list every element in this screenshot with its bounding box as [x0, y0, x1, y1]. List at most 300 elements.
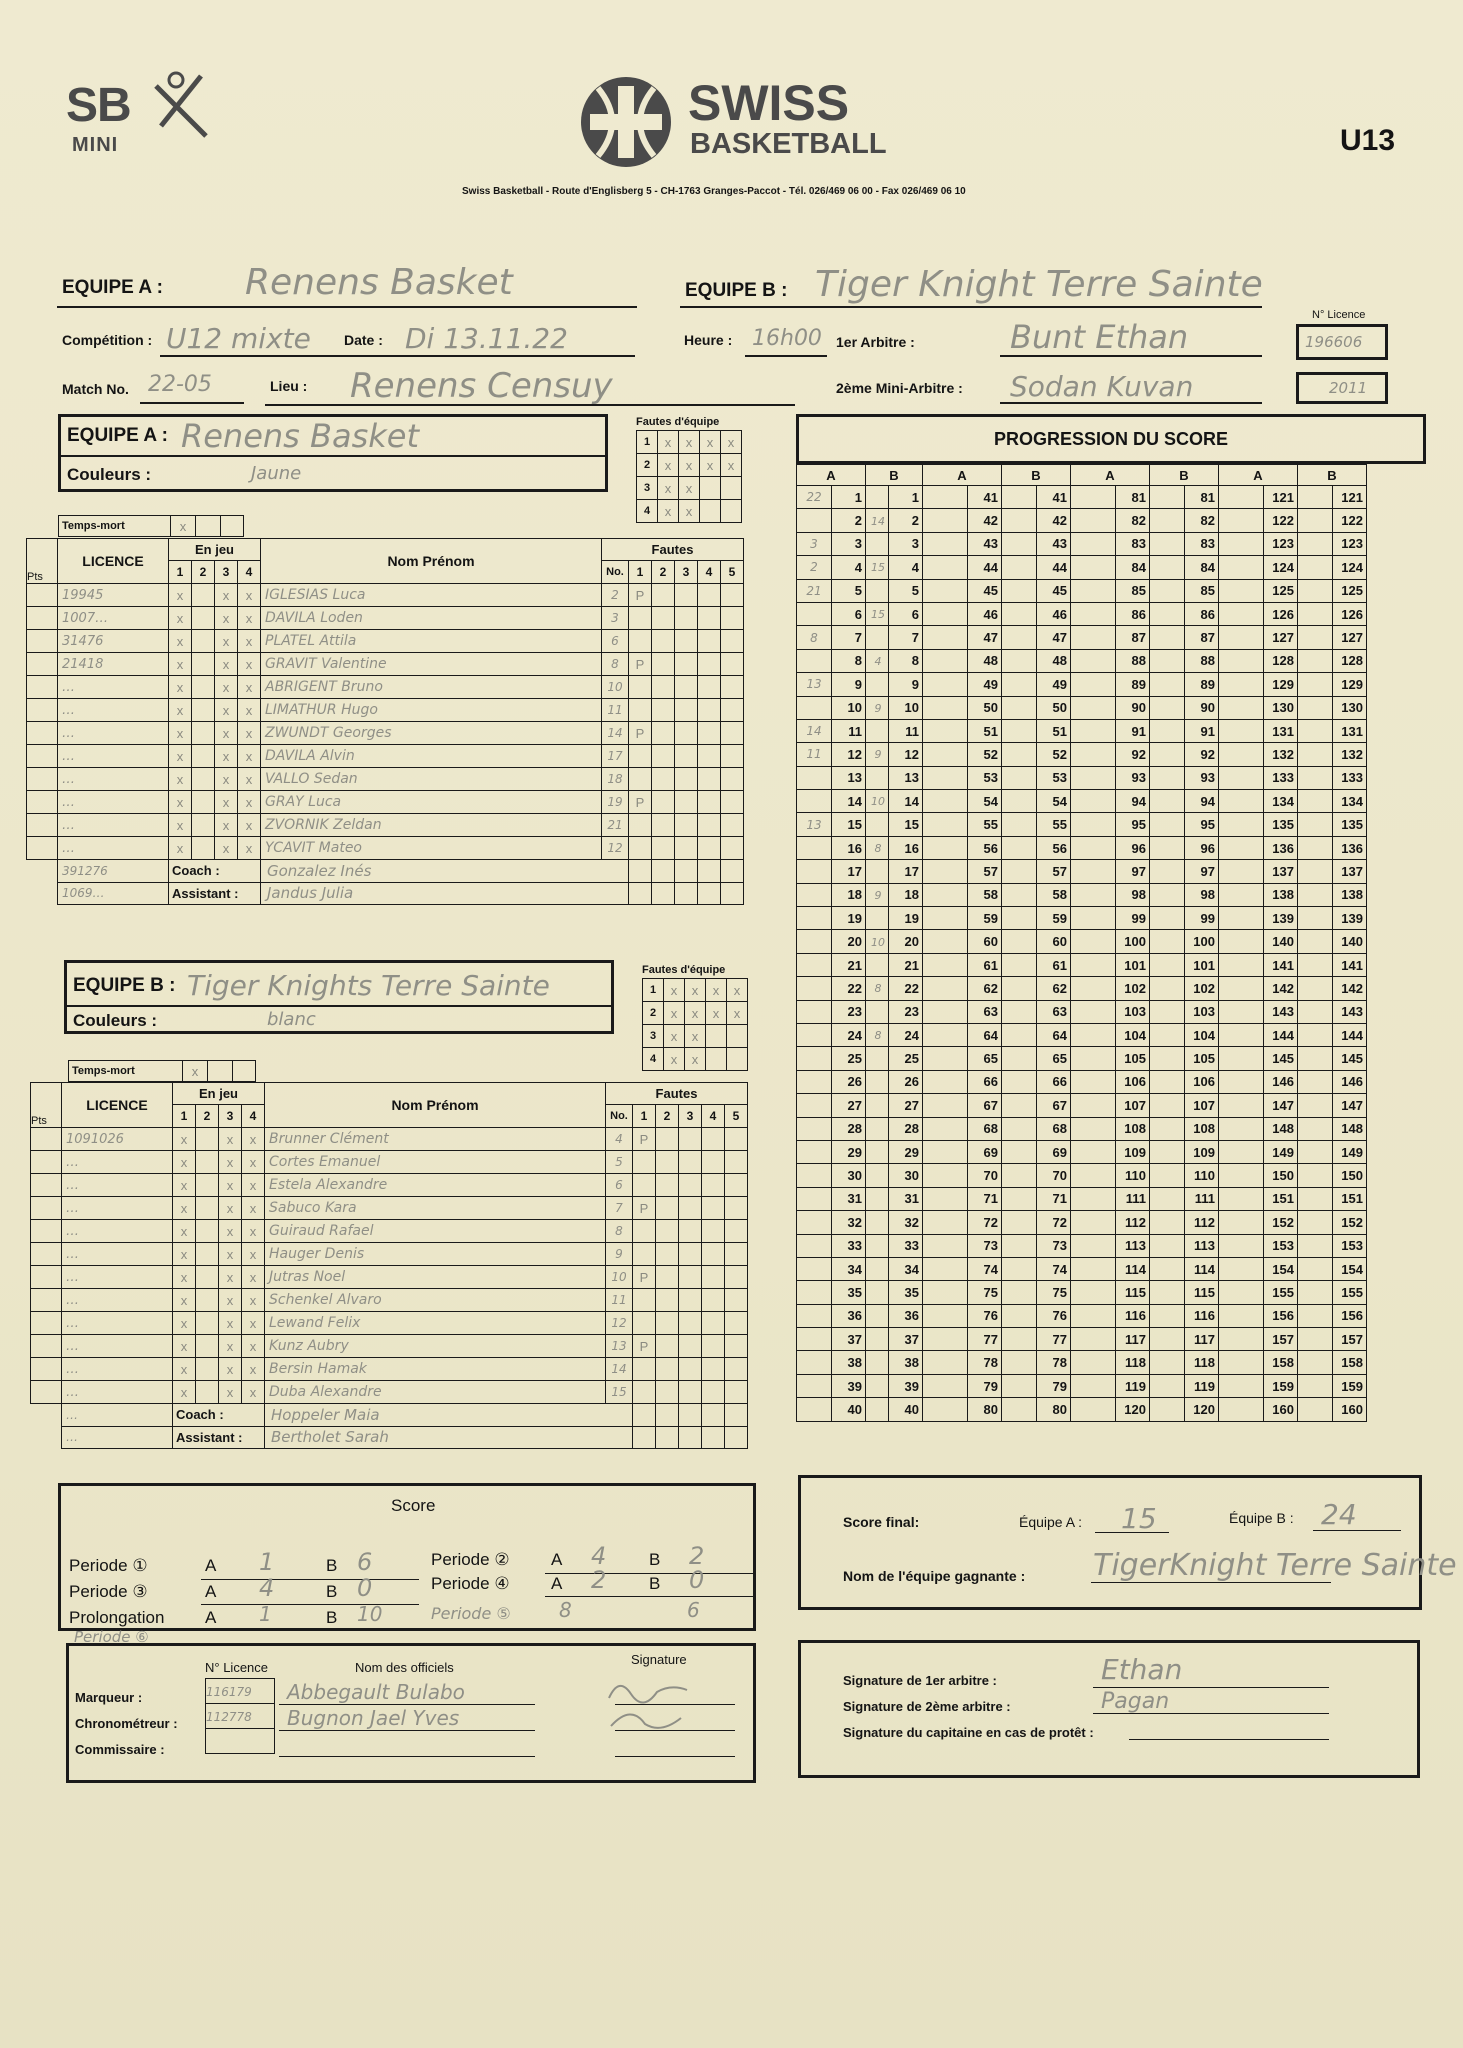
p3-b-value[interactable]: 0 — [357, 1574, 373, 1602]
prog-mark-b[interactable] — [1150, 813, 1185, 836]
chrono-licence-cell[interactable] — [206, 1704, 275, 1729]
team-a-player-foul[interactable] — [675, 653, 698, 676]
prog-mark-a[interactable] — [923, 1070, 968, 1093]
team-b-player-foul[interactable] — [702, 1358, 725, 1381]
team-b-player-quarter[interactable] — [196, 1358, 219, 1381]
gagnante-value[interactable]: TigerKnight Terre Sainte — [1093, 1548, 1457, 1583]
team-b-player-foul[interactable] — [656, 1128, 679, 1151]
commissaire-licence-cell[interactable] — [206, 1729, 275, 1754]
team-b-player-quarter[interactable]: x — [173, 1266, 196, 1289]
team-a-player-foul[interactable] — [629, 768, 652, 791]
prog-mark-a[interactable] — [1219, 673, 1264, 696]
team-a-player-foul[interactable] — [721, 722, 744, 745]
team-b-player-foul[interactable] — [679, 1381, 702, 1404]
prog-mark-a[interactable] — [1071, 1304, 1116, 1327]
team-a-player-foul[interactable] — [629, 630, 652, 653]
prog-mark-b[interactable] — [1150, 719, 1185, 742]
prog-mark-a[interactable] — [1071, 1094, 1116, 1117]
team-a-coach-foul[interactable] — [698, 860, 721, 883]
team-b-player-foul[interactable]: P — [633, 1197, 656, 1220]
prog-mark-b[interactable] — [866, 509, 889, 532]
team-b-timeout-cell[interactable] — [233, 1061, 256, 1082]
prog-mark-a[interactable] — [923, 1234, 968, 1257]
team-a-player-name[interactable]: ZWUNDT Georges — [261, 722, 602, 745]
team-b-player-quarter[interactable] — [196, 1151, 219, 1174]
team-a-player-quarter[interactable]: x — [215, 584, 238, 607]
prog-mark-a[interactable] — [1219, 556, 1264, 579]
equipe-a-value[interactable]: Renens Basket — [245, 262, 513, 303]
team-b-player-quarter[interactable] — [196, 1289, 219, 1312]
team-b-player-name[interactable]: Estela Alexandre — [265, 1174, 606, 1197]
team-b-player-foul[interactable] — [725, 1151, 748, 1174]
prog-mark-a[interactable] — [923, 486, 968, 509]
prog-mark-a[interactable] — [1219, 649, 1264, 672]
team-a-player-quarter[interactable]: x — [169, 768, 192, 791]
team-a-player-foul[interactable] — [721, 676, 744, 699]
team-a-player-foul[interactable] — [721, 768, 744, 791]
team-b-player-quarter[interactable]: x — [219, 1381, 242, 1404]
prog-mark-b[interactable] — [1002, 953, 1037, 976]
team-a-player-quarter[interactable]: x — [215, 676, 238, 699]
prog-mark-b[interactable] — [1002, 719, 1037, 742]
prog-mark-a[interactable] — [1071, 930, 1116, 953]
team-b-player-foul[interactable] — [679, 1335, 702, 1358]
team-a-coach-foul[interactable] — [629, 860, 652, 883]
prog-mark-a[interactable] — [923, 1304, 968, 1327]
prog-mark-b[interactable] — [1298, 860, 1333, 883]
prog-mark-a[interactable] — [923, 1023, 968, 1046]
prog-mark-a[interactable] — [797, 836, 832, 859]
team-b-coach-name[interactable]: Hoppeler Maia — [265, 1404, 633, 1427]
prog-mark-a[interactable]: 13 — [797, 673, 832, 696]
prog-mark-b[interactable] — [1002, 602, 1037, 625]
team-a-player-number[interactable]: 3 — [602, 607, 629, 630]
team-b-team-foul-cell[interactable]: x — [685, 979, 706, 1002]
team-b-timeout-cell[interactable]: x — [183, 1061, 208, 1082]
team-b-player-foul[interactable] — [725, 1289, 748, 1312]
p2-b-value[interactable]: 2 — [689, 1542, 705, 1570]
team-a-player-foul[interactable] — [698, 676, 721, 699]
team-a-team-foul-cell[interactable] — [700, 477, 721, 500]
prol-a-value[interactable]: 1 — [259, 1602, 272, 1626]
prog-mark-a[interactable] — [1219, 602, 1264, 625]
team-b-player-name[interactable]: Guiraud Rafael — [265, 1220, 606, 1243]
team-a-player-licence[interactable]: 31476 — [58, 630, 169, 653]
team-b-player-foul[interactable] — [656, 1151, 679, 1174]
prog-mark-b[interactable] — [1298, 977, 1333, 1000]
prog-mark-b[interactable] — [1150, 977, 1185, 1000]
team-b-player-foul[interactable] — [679, 1174, 702, 1197]
prog-mark-a[interactable] — [1219, 813, 1264, 836]
team-b-player-foul[interactable] — [679, 1128, 702, 1151]
team-b-player-foul[interactable] — [679, 1220, 702, 1243]
team-b-assistant-foul[interactable] — [656, 1426, 679, 1448]
team-a-player-foul[interactable] — [629, 607, 652, 630]
team-b-player-quarter[interactable] — [196, 1197, 219, 1220]
team-a-player-number[interactable]: 11 — [602, 699, 629, 722]
p4-a-value[interactable]: 2 — [591, 1566, 607, 1594]
team-a-player-foul[interactable] — [721, 837, 744, 860]
sig-arbitre2-value[interactable]: Pagan — [1101, 1689, 1170, 1714]
prog-mark-b[interactable] — [1150, 1140, 1185, 1163]
prog-mark-a[interactable] — [1219, 1023, 1264, 1046]
team-b-player-pts[interactable] — [31, 1128, 62, 1151]
team-a-team-foul-cell[interactable]: x — [658, 454, 679, 477]
team-b-player-foul[interactable] — [633, 1312, 656, 1335]
team-b-player-foul[interactable] — [702, 1289, 725, 1312]
team-a-assistant-foul[interactable] — [675, 882, 698, 904]
prog-mark-b[interactable] — [866, 860, 889, 883]
prog-mark-a[interactable] — [923, 556, 968, 579]
prog-mark-b[interactable] — [1002, 1117, 1037, 1140]
prog-mark-b[interactable] — [1150, 1164, 1185, 1187]
prog-mark-a[interactable] — [1219, 953, 1264, 976]
team-a-player-pts[interactable] — [27, 837, 58, 860]
prog-mark-b[interactable] — [1298, 1070, 1333, 1093]
team-a-player-pts[interactable] — [27, 584, 58, 607]
team-b-team-foul-cell[interactable]: x — [727, 1002, 748, 1025]
marqueur-nom-value[interactable]: Abbegault Bulabo — [287, 1680, 465, 1704]
prog-mark-b[interactable] — [1150, 1000, 1185, 1023]
prog-mark-b[interactable] — [866, 486, 889, 509]
prog-mark-a[interactable] — [1219, 1070, 1264, 1093]
team-b-assistant-foul[interactable] — [633, 1426, 656, 1448]
prog-mark-a[interactable] — [1071, 860, 1116, 883]
team-a-player-foul[interactable] — [652, 653, 675, 676]
prog-mark-a[interactable] — [1071, 977, 1116, 1000]
team-b-player-name[interactable]: Lewand Felix — [265, 1312, 606, 1335]
team-b-player-quarter[interactable]: x — [219, 1335, 242, 1358]
lieu-value[interactable]: Renens Censuy — [350, 366, 613, 406]
prog-mark-a[interactable] — [1071, 766, 1116, 789]
p4-b-value[interactable]: 0 — [689, 1566, 705, 1594]
team-b-player-quarter[interactable]: x — [242, 1197, 265, 1220]
team-a-player-foul[interactable] — [652, 630, 675, 653]
team-a-team-foul-cell[interactable]: x — [679, 500, 700, 523]
prog-mark-a[interactable] — [1071, 1351, 1116, 1374]
prog-mark-b[interactable] — [1298, 1374, 1333, 1397]
prog-mark-a[interactable] — [923, 766, 968, 789]
team-a-player-foul[interactable] — [721, 814, 744, 837]
team-b-player-quarter[interactable]: x — [173, 1197, 196, 1220]
team-b-player-quarter[interactable]: x — [219, 1358, 242, 1381]
team-b-player-quarter[interactable] — [196, 1243, 219, 1266]
team-a-player-foul[interactable]: P — [629, 653, 652, 676]
team-a-team-foul-cell[interactable]: x — [658, 431, 679, 454]
team-a-player-licence[interactable]: … — [58, 768, 169, 791]
team-b-player-foul[interactable] — [702, 1128, 725, 1151]
prog-mark-a[interactable] — [797, 1047, 832, 1070]
prog-mark-a[interactable] — [1219, 1140, 1264, 1163]
team-a-team-foul-cell[interactable]: x — [700, 454, 721, 477]
prog-mark-b[interactable] — [866, 1000, 889, 1023]
team-b-assistant-foul[interactable] — [725, 1426, 748, 1448]
prog-mark-a[interactable] — [923, 836, 968, 859]
team-a-player-name[interactable]: ZVORNIK Zeldan — [261, 814, 602, 837]
team-a-player-name[interactable]: VALLO Sedan — [261, 768, 602, 791]
team-a-player-quarter[interactable] — [192, 745, 215, 768]
team-a-team-foul-cell[interactable]: x — [721, 454, 742, 477]
team-b-player-number[interactable]: 13 — [606, 1335, 633, 1358]
team-a-player-foul[interactable] — [652, 607, 675, 630]
prog-mark-a[interactable] — [1071, 1374, 1116, 1397]
prog-mark-a[interactable] — [1219, 836, 1264, 859]
team-a-team-foul-cell[interactable]: x — [658, 477, 679, 500]
team-a-player-quarter[interactable]: x — [238, 768, 261, 791]
team-a-team-foul-cell[interactable]: x — [700, 431, 721, 454]
team-a-player-foul[interactable] — [698, 791, 721, 814]
p2-a-value[interactable]: 4 — [591, 1542, 607, 1570]
team-b-team-foul-cell[interactable]: x — [685, 1002, 706, 1025]
prog-mark-a[interactable] — [1219, 1000, 1264, 1023]
prog-mark-b[interactable] — [1002, 766, 1037, 789]
team-b-player-licence[interactable]: … — [62, 1312, 173, 1335]
team-b-player-quarter[interactable] — [196, 1312, 219, 1335]
prog-mark-a[interactable] — [923, 1328, 968, 1351]
team-a-player-quarter[interactable]: x — [215, 745, 238, 768]
prog-mark-a[interactable] — [923, 626, 968, 649]
team-a-team-foul-cell[interactable]: x — [679, 477, 700, 500]
team-b-player-quarter[interactable]: x — [173, 1243, 196, 1266]
prog-mark-b[interactable] — [1150, 1047, 1185, 1070]
team-a-player-licence[interactable]: … — [58, 837, 169, 860]
team-a-player-name[interactable]: LIMATHUR Hugo — [261, 699, 602, 722]
prog-mark-a[interactable] — [797, 953, 832, 976]
team-b-player-quarter[interactable]: x — [173, 1312, 196, 1335]
team-b-player-number[interactable]: 9 — [606, 1243, 633, 1266]
team-b-player-quarter[interactable]: x — [173, 1128, 196, 1151]
team-a-assistant-foul[interactable] — [652, 882, 675, 904]
team-b-player-foul[interactable] — [725, 1197, 748, 1220]
team-a-player-foul[interactable] — [675, 607, 698, 630]
team-a-player-foul[interactable] — [675, 768, 698, 791]
team-b-player-foul[interactable] — [679, 1266, 702, 1289]
team-b-team-foul-cell[interactable]: x — [685, 1025, 706, 1048]
prog-mark-b[interactable] — [1298, 626, 1333, 649]
p1-a-value[interactable]: 1 — [259, 1548, 275, 1576]
team-a-player-number[interactable]: 19 — [602, 791, 629, 814]
prog-mark-a[interactable] — [797, 766, 832, 789]
team-a-player-name[interactable]: DAVILA Loden — [261, 607, 602, 630]
team-a-player-quarter[interactable]: x — [169, 607, 192, 630]
prog-mark-a[interactable] — [1219, 579, 1264, 602]
prog-mark-a[interactable] — [1219, 1094, 1264, 1117]
prog-mark-b[interactable] — [1150, 836, 1185, 859]
prog-mark-a[interactable] — [923, 696, 968, 719]
team-a-assistant-name[interactable]: Jandus Julia — [261, 882, 629, 904]
team-a-player-pts[interactable] — [27, 768, 58, 791]
prog-mark-a[interactable] — [923, 602, 968, 625]
prog-mark-b[interactable] — [866, 883, 889, 906]
team-b-player-licence[interactable]: … — [62, 1289, 173, 1312]
prog-mark-a[interactable] — [1071, 953, 1116, 976]
prog-mark-a[interactable] — [1219, 930, 1264, 953]
team-a-player-foul[interactable] — [675, 676, 698, 699]
prog-mark-b[interactable] — [1150, 579, 1185, 602]
team-b-player-licence[interactable]: … — [62, 1335, 173, 1358]
prog-mark-a[interactable] — [797, 1000, 832, 1023]
prog-mark-b[interactable] — [866, 1164, 889, 1187]
prog-mark-a[interactable] — [1219, 486, 1264, 509]
prog-mark-b[interactable] — [1298, 1094, 1333, 1117]
team-a-player-foul[interactable] — [652, 722, 675, 745]
prog-mark-a[interactable] — [923, 977, 968, 1000]
team-b-player-quarter[interactable] — [196, 1266, 219, 1289]
prog-mark-a[interactable] — [1071, 1398, 1116, 1421]
prog-mark-b[interactable] — [1002, 579, 1037, 602]
team-a-assistant-foul[interactable] — [721, 882, 744, 904]
team-b-player-foul[interactable] — [679, 1312, 702, 1335]
prog-mark-a[interactable] — [1071, 1281, 1116, 1304]
team-b-player-quarter[interactable]: x — [242, 1243, 265, 1266]
prog-mark-b[interactable] — [866, 1140, 889, 1163]
chrono-nom-value[interactable]: Bugnon Jael Yves — [287, 1706, 460, 1730]
team-a-player-quarter[interactable]: x — [169, 653, 192, 676]
prog-mark-b[interactable] — [1002, 1000, 1037, 1023]
team-a-player-quarter[interactable]: x — [169, 722, 192, 745]
prog-mark-b[interactable] — [1002, 696, 1037, 719]
prog-mark-b[interactable] — [1002, 532, 1037, 555]
team-b-player-quarter[interactable]: x — [219, 1128, 242, 1151]
prog-mark-a[interactable] — [1219, 1234, 1264, 1257]
team-b-coach-foul[interactable] — [725, 1404, 748, 1427]
team-b-coach-foul[interactable] — [656, 1404, 679, 1427]
final-b-value[interactable]: 24 — [1321, 1498, 1357, 1531]
prog-mark-a[interactable] — [923, 743, 968, 766]
prog-mark-b[interactable] — [1002, 1328, 1037, 1351]
prog-mark-a[interactable] — [923, 1000, 968, 1023]
prog-mark-b[interactable] — [866, 1328, 889, 1351]
team-b-player-foul[interactable] — [656, 1266, 679, 1289]
team-b-player-pts[interactable] — [31, 1243, 62, 1266]
team-a-player-number[interactable]: 2 — [602, 584, 629, 607]
team-b-team-foul-cell[interactable] — [727, 1048, 748, 1071]
team-a-player-licence[interactable]: … — [58, 814, 169, 837]
prog-mark-b[interactable] — [1298, 953, 1333, 976]
team-b-player-licence[interactable]: … — [62, 1174, 173, 1197]
prog-mark-a[interactable] — [1071, 719, 1116, 742]
prog-mark-b[interactable] — [1150, 1117, 1185, 1140]
prog-mark-b[interactable] — [1298, 1281, 1333, 1304]
prog-mark-a[interactable] — [1071, 1000, 1116, 1023]
team-a-player-foul[interactable] — [675, 630, 698, 653]
prog-mark-b[interactable] — [1298, 930, 1333, 953]
prog-mark-a[interactable] — [1071, 556, 1116, 579]
team-a-player-foul[interactable] — [629, 745, 652, 768]
team-a-player-foul[interactable] — [675, 837, 698, 860]
team-a-player-licence[interactable]: 21418 — [58, 653, 169, 676]
prog-mark-a[interactable] — [923, 790, 968, 813]
team-b-timeout-cell[interactable] — [208, 1061, 233, 1082]
arbitre2-value[interactable]: Sodan Kuvan — [1010, 370, 1194, 403]
prog-mark-b[interactable] — [866, 1351, 889, 1374]
team-b-assistant-licence[interactable]: … — [62, 1426, 173, 1448]
team-b-player-number[interactable]: 8 — [606, 1220, 633, 1243]
team-a-player-licence[interactable]: 1007… — [58, 607, 169, 630]
prog-mark-a[interactable] — [1071, 1047, 1116, 1070]
team-a-player-quarter[interactable]: x — [215, 837, 238, 860]
team-a-player-licence[interactable]: … — [58, 676, 169, 699]
prog-mark-b[interactable] — [1298, 532, 1333, 555]
prog-mark-a[interactable] — [923, 813, 968, 836]
team-a-player-quarter[interactable] — [192, 584, 215, 607]
team-a-assistant-licence[interactable]: 1069… — [58, 882, 169, 904]
prog-mark-a[interactable] — [923, 1257, 968, 1280]
prog-mark-b[interactable] — [1002, 1094, 1037, 1117]
team-a-player-licence[interactable]: … — [58, 699, 169, 722]
prog-mark-a[interactable] — [923, 860, 968, 883]
prog-mark-b[interactable] — [1150, 907, 1185, 930]
team-a-player-pts[interactable] — [27, 814, 58, 837]
team-a-player-number[interactable]: 14 — [602, 722, 629, 745]
prog-mark-b[interactable] — [866, 836, 889, 859]
prog-mark-a[interactable] — [1219, 1164, 1264, 1187]
prog-mark-b[interactable] — [866, 1047, 889, 1070]
prog-mark-a[interactable] — [797, 1211, 832, 1234]
team-b-player-licence[interactable]: … — [62, 1197, 173, 1220]
prog-mark-b[interactable] — [1002, 743, 1037, 766]
prog-mark-a[interactable] — [797, 1164, 832, 1187]
sig-arbitre1-value[interactable]: Ethan — [1101, 1653, 1183, 1686]
prog-mark-b[interactable] — [866, 1281, 889, 1304]
prog-mark-a[interactable] — [797, 907, 832, 930]
team-a-player-foul[interactable] — [698, 837, 721, 860]
prog-mark-a[interactable] — [923, 1140, 968, 1163]
prog-mark-b[interactable] — [1298, 719, 1333, 742]
prog-mark-a[interactable] — [923, 1164, 968, 1187]
team-a-player-pts[interactable] — [27, 699, 58, 722]
team-a-team-foul-cell[interactable] — [721, 477, 742, 500]
prog-mark-a[interactable] — [1219, 1374, 1264, 1397]
team-b-assistant-foul[interactable] — [679, 1426, 702, 1448]
prog-mark-a[interactable] — [1071, 1117, 1116, 1140]
team-a-player-number[interactable]: 8 — [602, 653, 629, 676]
team-a-title-value[interactable]: Renens Basket — [181, 417, 420, 455]
team-a-player-foul[interactable] — [652, 814, 675, 837]
prog-mark-a[interactable] — [923, 649, 968, 672]
team-b-coach-foul[interactable] — [679, 1404, 702, 1427]
team-a-player-quarter[interactable]: x — [215, 699, 238, 722]
prog-mark-a[interactable] — [1219, 1304, 1264, 1327]
prog-mark-b[interactable] — [1002, 1374, 1037, 1397]
prog-mark-a[interactable] — [923, 1281, 968, 1304]
arbitre1-value[interactable]: Bunt Ethan — [1010, 318, 1189, 356]
prog-mark-a[interactable] — [1219, 1211, 1264, 1234]
prog-mark-a[interactable] — [1219, 977, 1264, 1000]
team-a-player-quarter[interactable]: x — [215, 722, 238, 745]
team-a-player-pts[interactable] — [27, 630, 58, 653]
prog-mark-a[interactable]: 11 — [797, 743, 832, 766]
prog-mark-b[interactable] — [1298, 836, 1333, 859]
team-b-player-pts[interactable] — [31, 1358, 62, 1381]
prog-mark-a[interactable] — [1071, 532, 1116, 555]
prog-mark-a[interactable] — [797, 696, 832, 719]
team-a-player-quarter[interactable]: x — [238, 653, 261, 676]
team-b-player-name[interactable]: Schenkel Alvaro — [265, 1289, 606, 1312]
prog-mark-b[interactable] — [1150, 556, 1185, 579]
prog-mark-b[interactable] — [866, 1304, 889, 1327]
team-a-player-foul[interactable] — [698, 630, 721, 653]
team-a-player-quarter[interactable]: x — [215, 607, 238, 630]
team-b-player-foul[interactable] — [725, 1220, 748, 1243]
team-a-player-foul[interactable] — [721, 699, 744, 722]
team-a-player-licence[interactable]: … — [58, 791, 169, 814]
prog-mark-a[interactable] — [1219, 1328, 1264, 1351]
prog-mark-a[interactable] — [797, 649, 832, 672]
prog-mark-b[interactable] — [866, 532, 889, 555]
prog-mark-a[interactable] — [797, 1140, 832, 1163]
prog-mark-b[interactable] — [866, 1117, 889, 1140]
